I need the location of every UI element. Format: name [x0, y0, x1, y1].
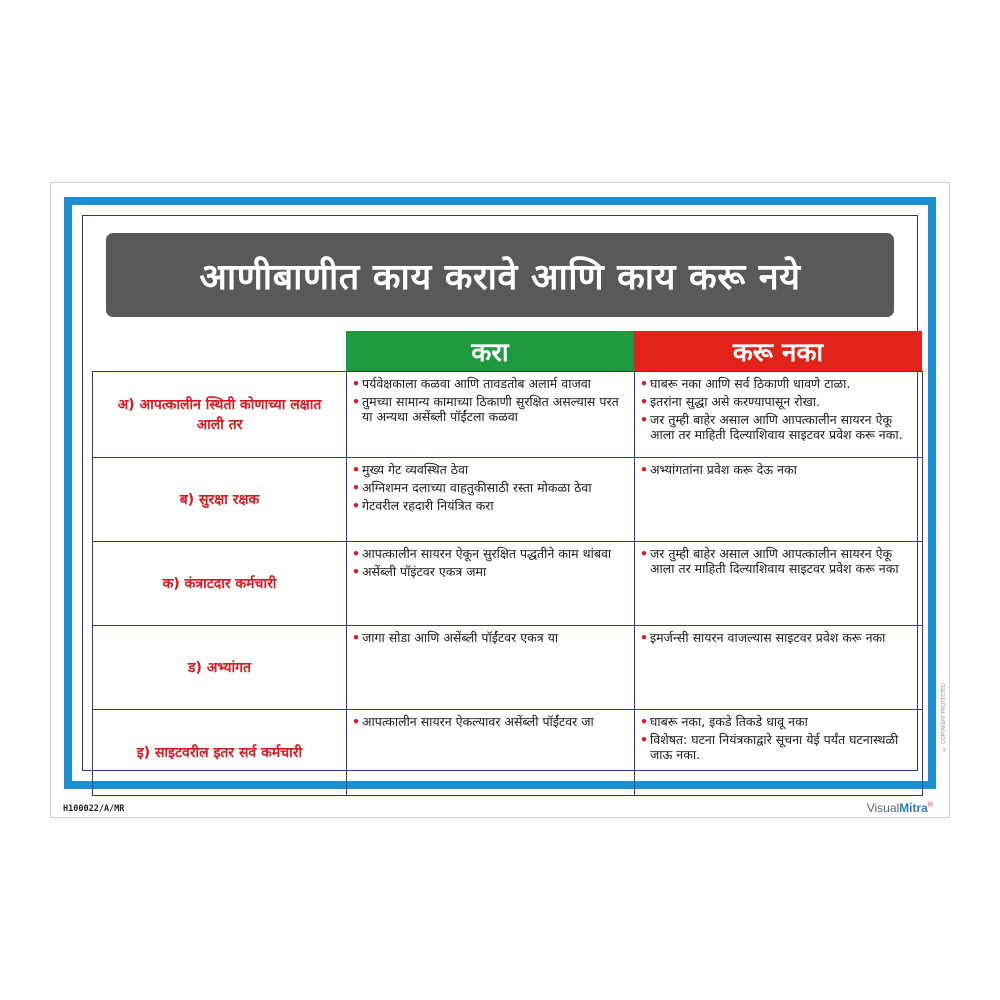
brand-part-mitra: Mitra	[899, 801, 928, 815]
do-list	[352, 462, 629, 513]
table-row	[93, 542, 923, 626]
do-item: • तुमच्या सामान्य कामाच्या ठिकाणी सुरक्षित असल्यास परत या अन्यथा असेंब्ली पॉईंटला कळवा	[352, 394, 629, 424]
dont-item: • जर तुम्ही बाहेर असाल आणि आपत्कालीन सायरन ऐकू आला तर माहिती दिल्याशिवाय साइटवर प्रवेश करू नका.	[640, 412, 917, 442]
do-item: • पर्यवेक्षकाला कळवा आणि तावडतोब अलार्म वाजवा	[352, 376, 629, 391]
brand-logo	[867, 801, 933, 815]
do-cell	[347, 542, 635, 626]
do-list	[352, 376, 629, 424]
brand-part-visual: Visual	[866, 801, 900, 815]
do-list	[352, 630, 629, 645]
do-list	[352, 546, 629, 579]
do-column-header: करा	[346, 331, 634, 371]
category-cell: ब) सुरक्षा रक्षक	[93, 458, 347, 542]
do-cell	[347, 372, 635, 458]
do-item: • आपत्कालीन सायरन ऐकल्यावर असेंब्ली पॉईंटवर जा	[352, 714, 629, 729]
dont-item: • विशेषत: घटना नियंत्रकाद्वारे सूचना येई पर्यंत घटनास्थळी जाऊ नका.	[640, 732, 917, 762]
dont-column-header: करू नका	[634, 331, 922, 371]
dont-item: • घाबरू नका आणि सर्व ठिकाणी धावणे टाळा.	[640, 376, 917, 391]
dont-cell	[635, 542, 923, 626]
dos-donts-table	[92, 371, 923, 796]
do-cell	[347, 710, 635, 796]
do-item: • अग्निशमन दलाच्या वाहतुकीसाठी रस्ता मोकळा ठेवा	[352, 480, 629, 495]
dont-cell	[635, 626, 923, 710]
category-cell: अ) आपत्कालीन स्थिती कोणाच्या लक्षात आली तर	[93, 372, 347, 458]
do-cell	[347, 458, 635, 542]
product-code: H100022/A/MR	[63, 804, 125, 814]
do-item: • आपत्कालीन सायरन ऐकून सुरक्षित पद्धतीने काम थांबवा	[352, 546, 629, 561]
dont-item: • अभ्यांगतांना प्रवेश करू देऊ नका	[640, 462, 917, 477]
dont-list	[640, 546, 917, 576]
dont-list	[640, 630, 917, 645]
dont-item: • इतरांना सुद्धा असे करण्यापासून रोखा.	[640, 394, 917, 409]
category-cell: ड) अभ्यांगत	[93, 626, 347, 710]
category-cell: क) कंत्राटदार कर्मचारी	[93, 542, 347, 626]
do-item: • असेंब्ली पॉइंटवर एकत्र जमा	[352, 564, 629, 579]
dont-item: • इमर्जन्सी सायरन वाजल्यास साइटवर प्रवेश करू नका	[640, 630, 917, 645]
registered-mark: ®	[927, 802, 933, 809]
poster-title: आणीबाणीत काय करावे आणि काय करू नये	[106, 233, 894, 317]
dont-cell	[635, 372, 923, 458]
dont-cell	[635, 710, 923, 796]
dont-list	[640, 462, 917, 477]
category-cell: इ) साइटवरील इतर सर्व कर्मचारी	[93, 710, 347, 796]
poster-panel	[72, 205, 928, 781]
poster-frame	[64, 197, 936, 789]
dont-item: • जर तुम्ही बाहेर असाल आणि आपत्कालीन सायरन ऐकू आला तर माहिती दिल्याशिवाय साइटवर प्रवेश करू नका	[640, 546, 917, 576]
copyright-note: © COPYRIGHT PROTECTED	[941, 683, 947, 752]
do-list	[352, 714, 629, 729]
dont-list	[640, 714, 917, 762]
safety-poster	[50, 182, 950, 818]
table-row	[93, 458, 923, 542]
dont-item: • घाबरू नका, इकडे तिकडे धावू नका	[640, 714, 917, 729]
dont-list	[640, 376, 917, 442]
do-item: • जागा सोडा आणि असेंब्ली पॉईंटवर एकत्र या	[352, 630, 629, 645]
dont-cell	[635, 458, 923, 542]
table-row	[93, 626, 923, 710]
table-row	[93, 372, 923, 458]
do-item: • मुख्य गेट व्यवस्थित ठेवा	[352, 462, 629, 477]
do-item: • गेटवरील रहदारी नियंत्रित करा	[352, 498, 629, 513]
table-row	[93, 710, 923, 796]
do-cell	[347, 626, 635, 710]
